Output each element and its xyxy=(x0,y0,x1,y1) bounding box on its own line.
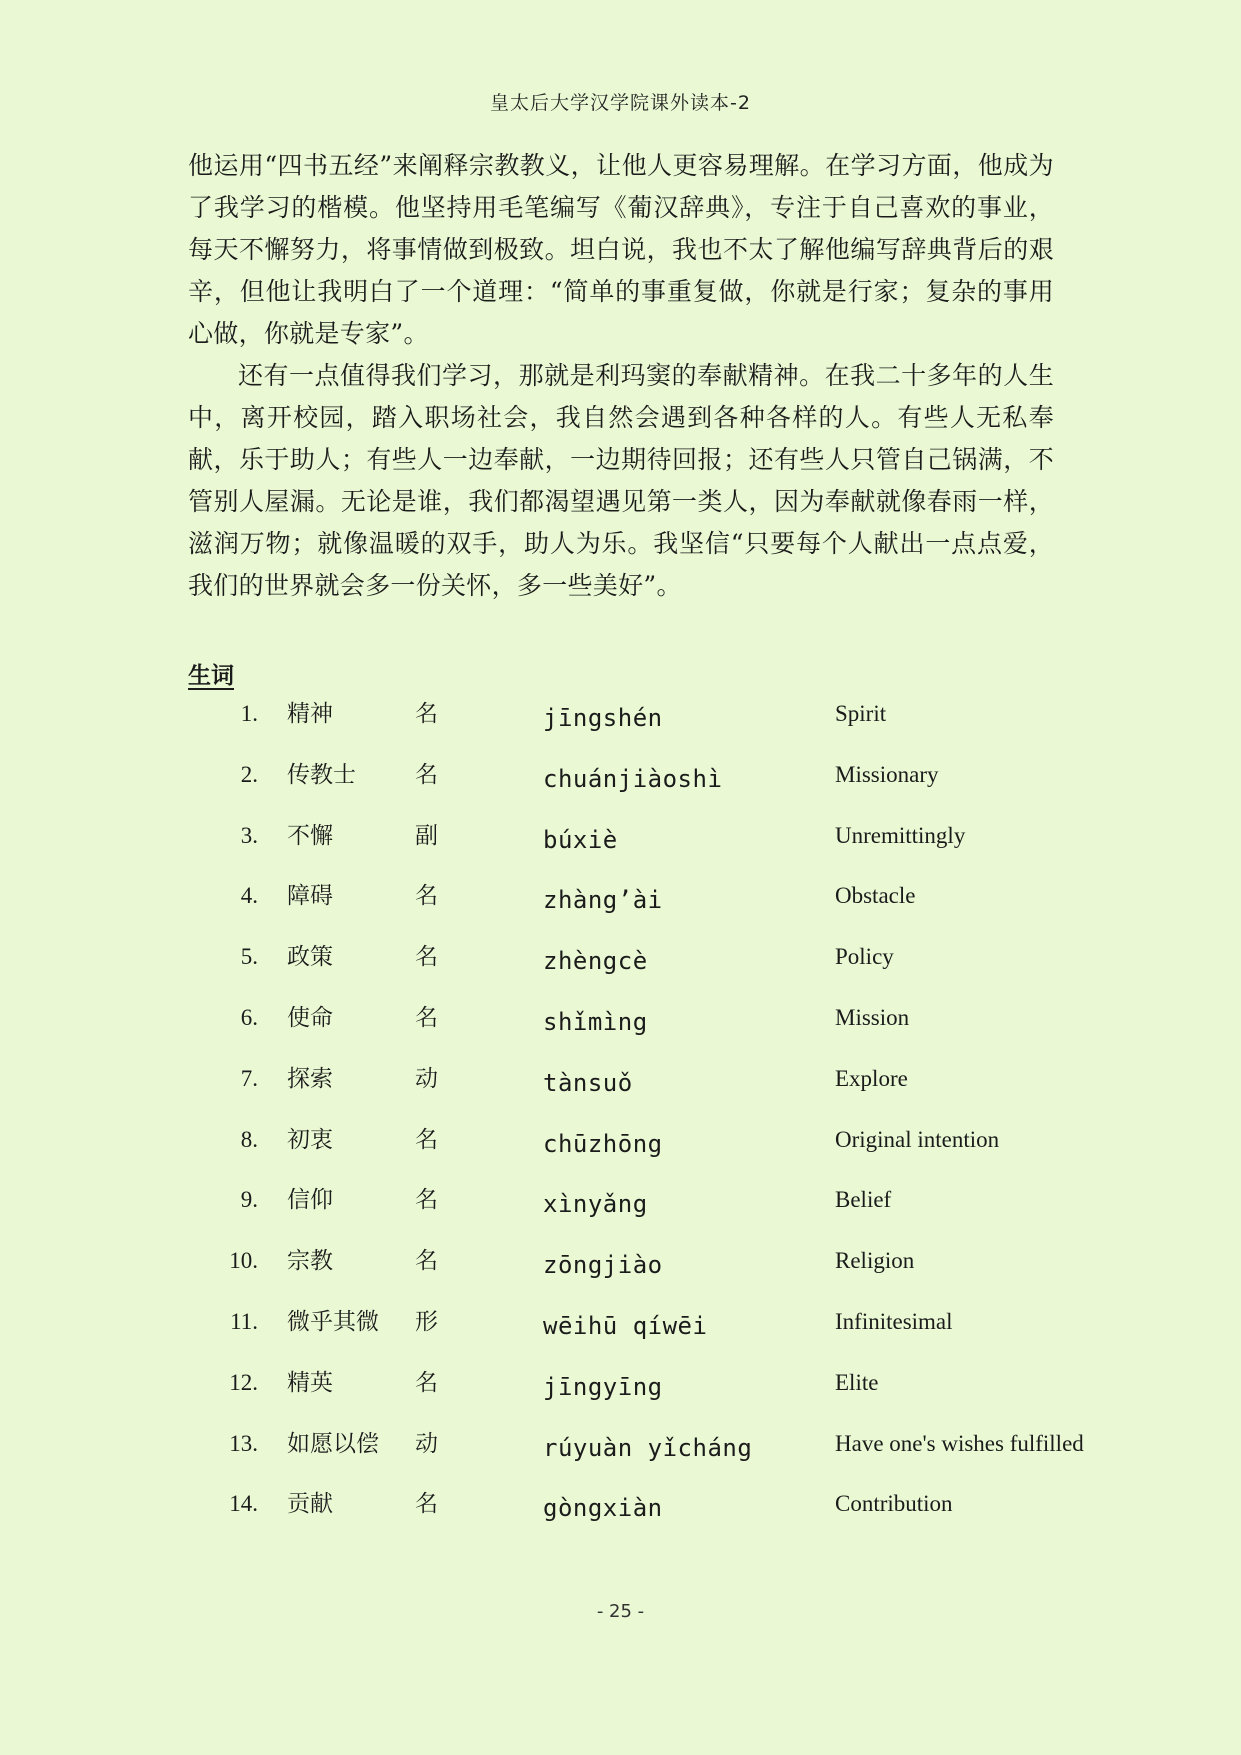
vocab-part-of-speech: 动 xyxy=(415,1430,438,1457)
vocab-pinyin: wēihū qíwēi xyxy=(543,1311,708,1340)
vocab-number: 13. xyxy=(229,1430,258,1456)
vocab-word: 微乎其微 xyxy=(287,1308,379,1335)
vocab-pinyin: xìnyǎng xyxy=(543,1190,648,1219)
vocab-item xyxy=(0,819,1241,880)
vocab-part-of-speech: 名 xyxy=(415,701,438,727)
vocab-item xyxy=(0,1366,1241,1427)
vocab-word: 宗教 xyxy=(287,1248,333,1275)
vocab-english: Contribution xyxy=(835,1491,953,1517)
vocab-number: 5. xyxy=(240,944,258,970)
vocab-item xyxy=(0,1123,1241,1184)
vocab-part-of-speech: 名 xyxy=(415,761,438,788)
vocab-part-of-speech: 名 xyxy=(415,883,438,910)
vocab-word: 探索 xyxy=(287,1065,333,1092)
vocab-pinyin: zhàng’ài xyxy=(543,886,663,915)
vocab-english: Religion xyxy=(835,1248,915,1274)
vocab-word: 贡献 xyxy=(287,1491,333,1518)
vocab-item xyxy=(0,940,1241,1001)
vocab-number: 11. xyxy=(230,1308,258,1334)
vocab-number: 14. xyxy=(229,1491,258,1517)
vocab-item xyxy=(0,1001,1241,1062)
vocab-english: Policy xyxy=(835,944,894,970)
vocab-word: 初衷 xyxy=(287,1126,333,1153)
vocab-english: Elite xyxy=(835,1369,879,1395)
vocab-word: 政策 xyxy=(287,944,333,971)
running-header: 皇太后大学汉学院课外读本-2 xyxy=(490,92,751,114)
page-number: - 25 - xyxy=(596,1601,645,1622)
vocab-number: 6. xyxy=(240,1004,258,1030)
vocab-number: 4. xyxy=(240,883,258,909)
vocab-number: 10. xyxy=(229,1248,258,1274)
vocab-word: 精神 xyxy=(287,701,333,727)
vocab-part-of-speech: 名 xyxy=(415,1248,438,1275)
vocab-word: 使命 xyxy=(287,1004,333,1031)
vocab-item xyxy=(0,1487,1241,1548)
vocab-number: 2. xyxy=(240,761,258,787)
vocab-number: 3. xyxy=(240,822,258,848)
vocab-english: Spirit xyxy=(835,701,887,726)
vocab-item xyxy=(0,1062,1241,1123)
vocab-item xyxy=(0,1183,1241,1244)
vocab-pinyin: búxiè xyxy=(543,825,618,854)
vocab-part-of-speech: 名 xyxy=(415,1491,438,1518)
vocab-pinyin: chūzhōng xyxy=(543,1129,663,1158)
paragraph: 他运用“四书五经”来阐释宗教教义，让他人更容易理解。在学习方面，他成为了我学习的楷模。他坚持用毛笔编写《葡汉辞典》，专注于自己喜欢的事业，每天不懈努力，将事情做到极致。坦白说，我也不太了解他编写辞典背后的艰辛，但他让我明白了一个道理：“简单的事重复做，你就是行家；复杂的事用心做，你就是专家”。 xyxy=(188,151,1054,348)
vocab-item xyxy=(0,1305,1241,1366)
vocab-pinyin: shǐmìng xyxy=(543,1007,648,1036)
vocab-list xyxy=(0,697,1241,1548)
vocab-english: Infinitesimal xyxy=(835,1308,953,1334)
vocab-pinyin: rúyuàn yǐcháng xyxy=(543,1433,753,1462)
vocab-item xyxy=(0,758,1241,819)
vocab-item xyxy=(0,1244,1241,1305)
vocab-item xyxy=(0,697,1241,758)
vocab-item xyxy=(0,879,1241,940)
vocab-part-of-speech: 名 xyxy=(415,1126,438,1153)
vocab-pinyin: jīngshén xyxy=(543,704,663,732)
vocab-part-of-speech: 名 xyxy=(415,1187,438,1214)
vocab-word: 不懈 xyxy=(287,822,333,849)
vocab-pinyin: zhèngcè xyxy=(543,947,648,976)
vocab-word: 传教士 xyxy=(287,761,356,788)
body-text xyxy=(188,145,1054,607)
vocab-word: 精英 xyxy=(287,1369,333,1396)
vocab-english: Belief xyxy=(835,1187,892,1213)
vocab-number: 12. xyxy=(229,1369,258,1395)
vocab-pinyin: chuánjiàoshì xyxy=(543,764,723,793)
vocab-pinyin: gòngxiàn xyxy=(543,1494,663,1523)
paragraph: 还有一点值得我们学习，那就是利玛窦的奉献精神。在我二十多年的人生中，离开校园，踏入职场社会，我自然会遇到各种各样的人。有些人无私奉献，乐于助人；有些人一边奉献，一边期待回报；还有些人只管自己锅满，不管别人屋漏。无论是谁，我们都渴望遇见第一类人，因为奉献就像春雨一样，滋润万物；就像温暖的双手，助人为乐。我坚信“只要每个人献出一点点爱，我们的世界就会多一份关怀，多一些美好”。 xyxy=(188,361,1054,600)
vocab-part-of-speech: 形 xyxy=(415,1308,438,1335)
vocab-pinyin: tànsuǒ xyxy=(543,1068,633,1097)
vocab-word: 如愿以偿 xyxy=(287,1430,379,1457)
vocab-part-of-speech: 名 xyxy=(415,944,438,971)
vocab-number: 8. xyxy=(240,1126,258,1152)
vocab-part-of-speech: 动 xyxy=(415,1065,438,1092)
vocab-english: Have one's wishes fulfilled xyxy=(835,1430,1084,1456)
vocab-english: Explore xyxy=(835,1065,908,1091)
vocab-section-title: 生词 xyxy=(188,663,234,689)
vocab-word: 信仰 xyxy=(287,1187,333,1214)
vocab-english: Missionary xyxy=(835,761,939,787)
vocab-number: 9. xyxy=(240,1187,258,1213)
vocab-part-of-speech: 副 xyxy=(415,822,438,849)
vocab-english: Obstacle xyxy=(835,883,916,909)
vocab-english: Unremittingly xyxy=(835,822,966,848)
vocab-pinyin: jīngyīng xyxy=(543,1372,663,1401)
vocab-number: 1. xyxy=(240,701,258,726)
vocab-part-of-speech: 名 xyxy=(415,1004,438,1031)
vocab-word: 障碍 xyxy=(287,883,333,910)
vocab-pinyin: zōngjiào xyxy=(543,1251,663,1280)
vocab-number: 7. xyxy=(240,1065,258,1091)
vocab-english: Mission xyxy=(835,1004,910,1030)
vocab-english: Original intention xyxy=(835,1126,1000,1152)
vocab-part-of-speech: 名 xyxy=(415,1369,438,1396)
vocab-item xyxy=(0,1427,1241,1488)
